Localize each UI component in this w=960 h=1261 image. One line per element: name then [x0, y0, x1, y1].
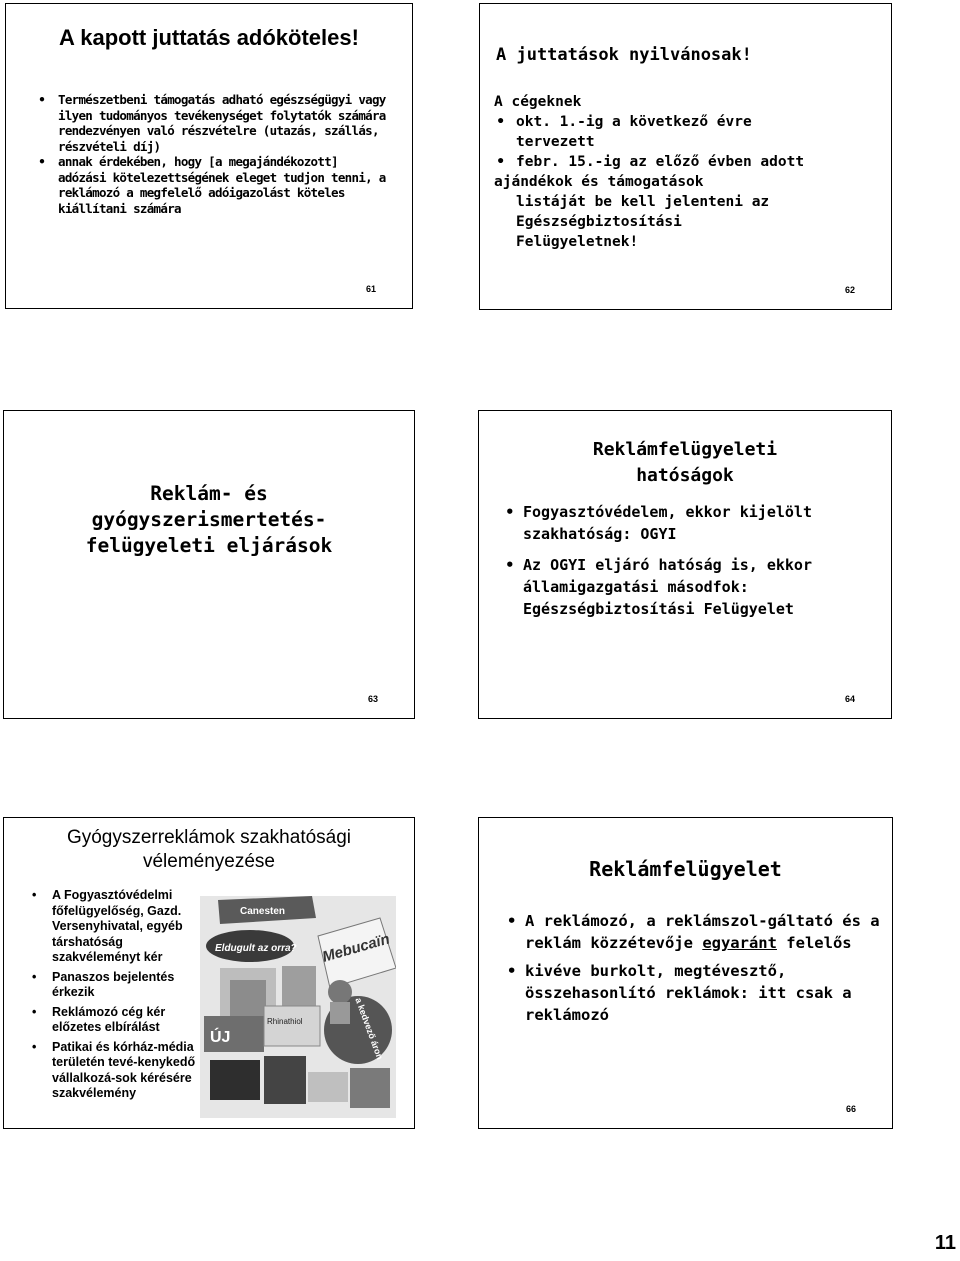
- slide-number: 66: [845, 1104, 856, 1114]
- slide-number: 62: [844, 285, 855, 295]
- text-run: felelős: [776, 934, 852, 952]
- slide-body: [494, 92, 874, 252]
- slide-title: [6, 26, 412, 50]
- list-item: [503, 910, 883, 954]
- title-line: véleményezése: [142, 851, 276, 872]
- text-run: A reklámozó, a reklámszol-gáltató és a reklám közzétevője: [525, 912, 880, 952]
- bullet-list: [503, 910, 883, 1032]
- title-line: gyógyszerismertetés-: [91, 508, 327, 531]
- slide-number: 64: [844, 694, 855, 704]
- text-line: Egészségbiztosítási: [516, 214, 682, 230]
- slide-64: [478, 410, 892, 719]
- badge-label: a kedvező áron: [353, 996, 386, 1061]
- text-line: A cégeknek: [494, 94, 582, 110]
- slide-title: A juttatások nyilvánosak!: [496, 45, 752, 65]
- bullet-list: [501, 501, 881, 629]
- product-photo: [200, 896, 396, 1118]
- slide-62: [479, 3, 892, 310]
- canesten-label: Canesten: [240, 906, 286, 917]
- uj-box: [204, 1016, 264, 1052]
- list-item: • Patikai és kórház-média területén tevé-kenykedő vállalkozá-sok kérésére szakvélemény: [30, 1040, 200, 1102]
- list-item: • kivéve burkolt, megtévesztő, összehasonlító reklámok: itt csak a reklámozó: [503, 960, 883, 1026]
- slide-65: [3, 817, 415, 1129]
- list-item: • okt. 1.-ig a következő évre: [494, 112, 874, 132]
- list-item: • Természetbeni támogatás adható egészségügyi vagy ilyen tudományos tevékenységet folytatók számára rendezvényen való részvételre (utazás, szállás, részvételi díj): [36, 92, 386, 154]
- list-item: • A Fogyasztóvédelmi főfelügyelőség, Gazd. Versenyhivatal, egyéb társhatóság szakvéleményt kér: [30, 888, 200, 966]
- uj-label: ÚJ: [210, 1029, 231, 1046]
- text-line: ajándékok és támogatások: [494, 174, 704, 190]
- slide-title: Reklámfelügyelet: [589, 857, 782, 881]
- list-item: • annak érdekében, hogy [a megajándékozott] adózási kötelezettségének eleget tudjon tenni, a reklámozó a megfelelő adóigazolást köteles kiállítani számára: [36, 154, 386, 216]
- list-item-continuation: tervezett: [516, 134, 595, 150]
- slide-66: [478, 817, 893, 1129]
- slide-number: 63: [367, 694, 378, 704]
- page-number: 11: [934, 1232, 956, 1254]
- slide-title: [4, 481, 414, 559]
- title-line: felügyeleti eljárások: [85, 534, 333, 557]
- slide-63: [3, 410, 415, 719]
- eldugult-label: Eldugult az orra?: [215, 943, 297, 954]
- bullet-list: [30, 888, 200, 1106]
- title-line: Reklámfelügyeleti: [592, 439, 778, 460]
- title-line: Gyógyszerreklámok szakhatósági: [66, 827, 352, 848]
- list-item: • Az OGYI eljáró hatóság is, ekkor államigazgatási másodfok: Egészségbiztosítási Felügyelet: [501, 554, 881, 620]
- rhinathiol-label: Rhinathiol: [267, 1017, 303, 1026]
- list-item: • febr. 15.-ig az előző évben adott: [494, 152, 874, 172]
- list-item: • Reklámozó cég kér előzetes elbírálást: [30, 1005, 200, 1036]
- underlined-text: egyaránt: [702, 934, 777, 952]
- text-line: Felügyeletnek!: [516, 234, 639, 250]
- rhinathiol-box: [264, 1006, 320, 1046]
- mebucaine-label: Mebucaïn: [320, 930, 392, 966]
- slide-title: [4, 826, 414, 874]
- title-line: hatóságok: [636, 465, 734, 486]
- slide-number: 61: [365, 284, 376, 294]
- slide-61: [5, 3, 413, 309]
- list-item: • Fogyasztóvédelem, ekkor kijelölt szakhatóság: OGYI: [501, 501, 881, 545]
- text-line: listáját be kell jelenteni az: [516, 194, 770, 210]
- slide-title-text: A kapott juttatás adóköteles!: [59, 25, 359, 50]
- slide-title: [479, 437, 891, 489]
- bullet-list: [36, 92, 386, 216]
- title-line: Reklám- és: [150, 482, 268, 505]
- list-item: • Panaszos bejelentés érkezik: [30, 970, 200, 1001]
